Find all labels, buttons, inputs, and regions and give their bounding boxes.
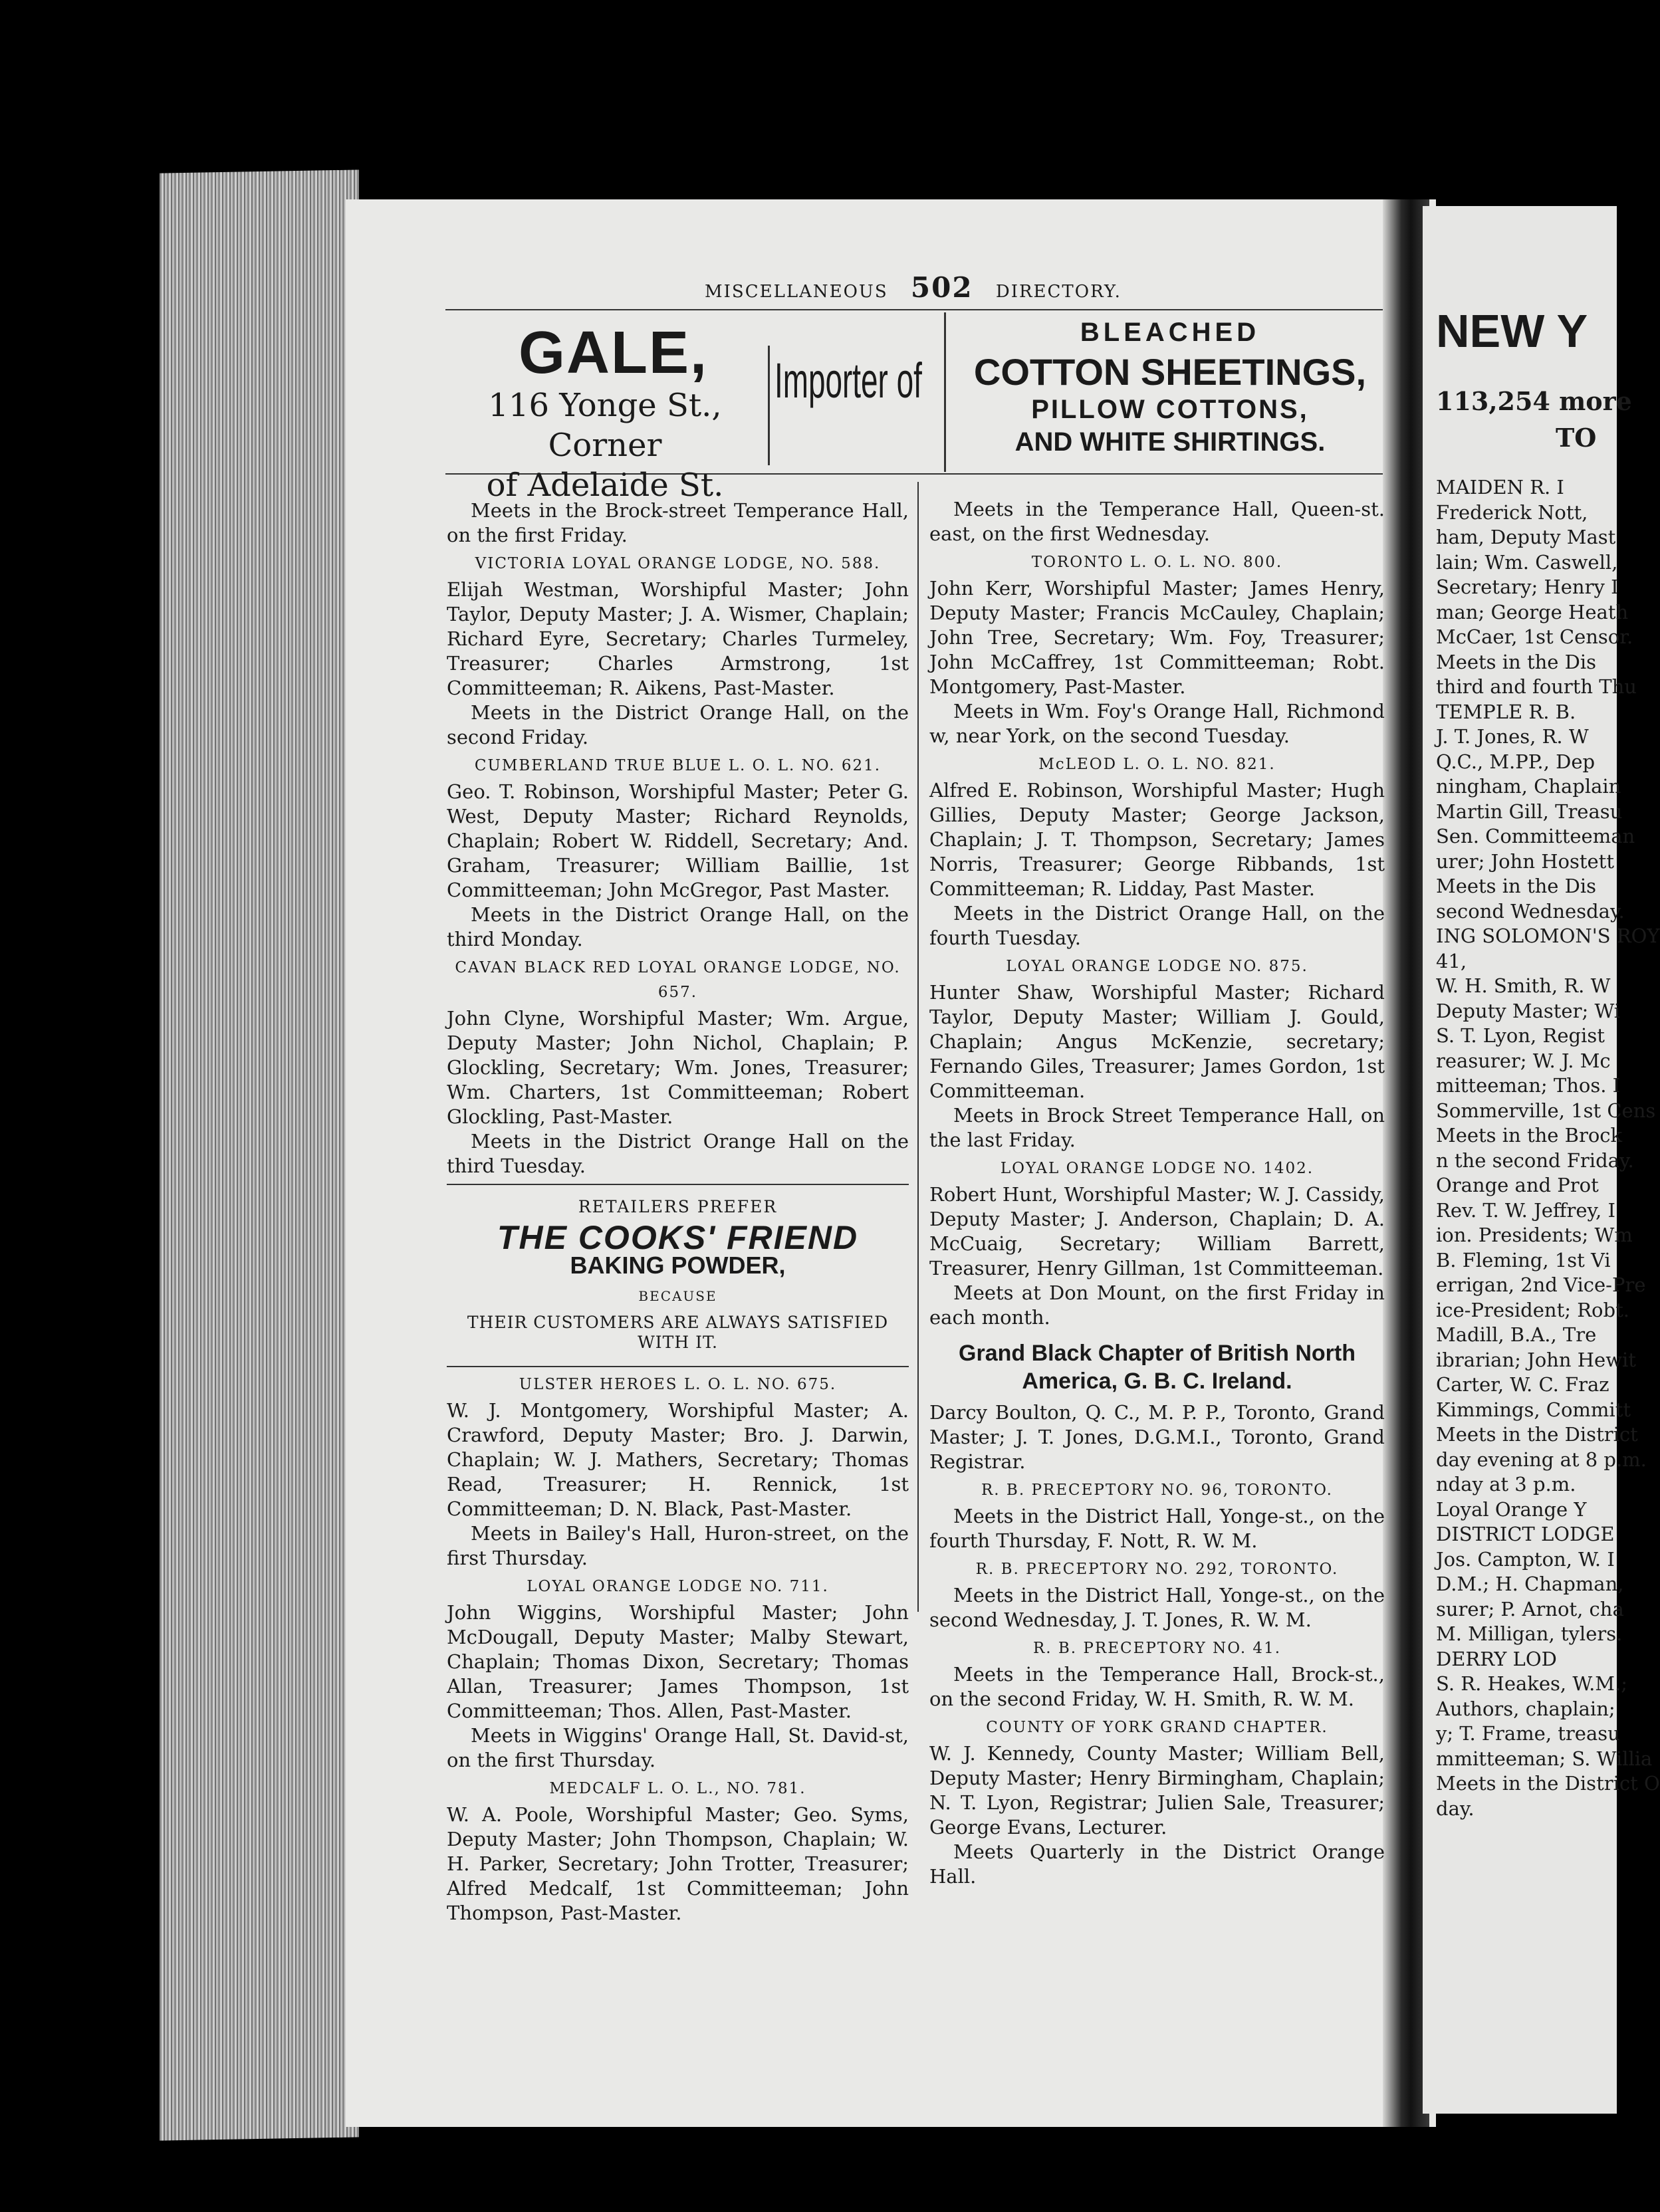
running-header <box>705 271 1122 304</box>
lodge-meeting: Meets at Don Mount, on the first Friday in each month. <box>929 1281 1385 1329</box>
lodge-heading: LOYAL ORANGE LODGE NO. 1402. <box>1000 1160 1314 1177</box>
adjacent-page-line: TO <box>1556 423 1597 453</box>
lodge-heading: CUMBERLAND TRUE BLUE L. O. L. NO. 621. <box>474 757 882 774</box>
lodge-officers: Robert Hunt, Worshipful Master; W. J. Cassidy, Deputy Master; J. Anderson, Chaplain; D. A. McCuaig, Secretary; William Barrett, Treasurer, Henry Gillman, 1st Committeeman. <box>929 1183 1385 1279</box>
adjacent-page-line: S. R. Heakes, W.M.; <box>1436 1672 1627 1695</box>
adjacent-page-line: Rev. T. W. Jeffrey, I <box>1436 1198 1615 1222</box>
bleached-line3: PILLOW COTTONS, <box>1031 395 1309 424</box>
adjacent-page-line: Meets in the Dis <box>1436 875 1597 897</box>
lodge-meeting: Meets in the Brock-street Temperance Hall, on the first Friday. <box>447 499 909 546</box>
lodge-meeting: Meets in the District Orange Hall on the third Tuesday. <box>447 1130 909 1177</box>
importer-of-text: Importer of <box>774 353 922 408</box>
adjacent-page-line: Sommerville, 1st Cens <box>1436 1099 1656 1122</box>
adjacent-page-line: Meets in the Dis <box>1436 650 1597 673</box>
preceptory-heading: R. B. PRECEPTORY NO. 41. <box>1032 1640 1282 1657</box>
adjacent-page-line: D.M.; H. Chapman, <box>1436 1573 1624 1595</box>
lodge-meeting: Meets in Wm. Foy's Orange Hall, Richmond w, near York, on the second Tuesday. <box>929 700 1385 747</box>
preceptory-heading: R. B. PRECEPTORY NO. 292, TORONTO. <box>975 1561 1339 1578</box>
adjacent-page-line: Jos. Campton, W. I <box>1436 1547 1615 1571</box>
cooks-ad-because: BECAUSE <box>638 1288 717 1304</box>
bleached-line2: COTTON SHEETINGS, <box>973 351 1367 393</box>
right-column <box>929 497 1385 1889</box>
adjacent-page-line: ice-President; Robt. <box>1436 1298 1629 1321</box>
adjacent-page-line: ham, Deputy Mast <box>1436 526 1616 548</box>
adjacent-page-line: 113,254 more <box>1436 386 1632 416</box>
adjacent-page-line: mitteeman; Thos. I <box>1436 1074 1621 1097</box>
adjacent-page-line: Secretary; Henry I <box>1436 576 1619 598</box>
chapter-meeting: Meets Quarterly in the District Orange Hall. <box>929 1840 1385 1888</box>
adjacent-page-line: man; George Heath <box>1436 600 1629 623</box>
left-column <box>447 498 909 1926</box>
cooks-ad-reason: THEIR CUSTOMERS ARE ALWAYS SATISFIED WITH IT. <box>467 1313 889 1352</box>
adjacent-page-line: W. H. Smith, R. W <box>1436 974 1611 997</box>
gale-address-line1: 116 Yonge St., Corner <box>488 387 722 464</box>
lodge-meeting: Meets in the District Orange Hall, on the fourth Tuesday. <box>929 902 1385 949</box>
gale-ad-name: GALE, <box>519 320 709 386</box>
lodge-heading: McLEOD L. O. L. NO. 821. <box>1038 756 1276 773</box>
adjacent-page-line: reasurer; W. J. Mc <box>1436 1049 1611 1072</box>
adjacent-page-line: errigan, 2nd Vice-Pre <box>1436 1273 1646 1296</box>
section-heading: Grand Black Chapter of British North America, G. B. C. Ireland. <box>959 1341 1356 1394</box>
adjacent-page-line: Deputy Master; Wi <box>1436 999 1621 1022</box>
adjacent-page-line: Q.C., M.PP., Dep <box>1436 750 1596 773</box>
preceptory-meeting: Meets in the Temperance Hall, Brock-st., on the second Friday, W. H. Smith, R. W. M. <box>929 1663 1385 1710</box>
lodge-officers: John Kerr, Worshipful Master; James Henry, Deputy Master; Francis McCauley, Chaplain; John Tree, Secretary; Wm. Foy, Treasurer; John McCaffrey, 1st Committeeman; Robt. Montgomery, Past-Master. <box>929 577 1385 698</box>
adjacent-page-line: MAIDEN R. I <box>1436 476 1564 498</box>
cooks-friend-ad <box>447 1194 909 1353</box>
ad-rule <box>447 1366 909 1367</box>
adjacent-page-line: DERRY LOD <box>1436 1647 1557 1670</box>
adjacent-page-line: ningham, Chaplain <box>1436 775 1621 798</box>
lodge-heading: CAVAN BLACK RED LOYAL ORANGE LODGE, NO. 657. <box>455 959 901 1001</box>
adjacent-page-line: B. Fleming, 1st Vi <box>1436 1248 1611 1272</box>
bleached-ad <box>951 318 1389 457</box>
adjacent-page-line: McCaer, 1st Censor. <box>1436 625 1633 648</box>
lodge-heading: VICTORIA LOYAL ORANGE LODGE, NO. 588. <box>475 555 881 572</box>
ad-divider-left <box>768 346 770 465</box>
lodge-meeting: Meets in Bailey's Hall, Huron-street, on the first Thursday. <box>447 1522 909 1569</box>
adjacent-page-line: NEW Y <box>1436 305 1588 357</box>
adjacent-page-line: nday at 3 p.m. <box>1436 1473 1576 1495</box>
header-left: MISCELLANEOUS <box>705 282 888 302</box>
preceptory-heading: R. B. PRECEPTORY NO. 96, TORONTO. <box>981 1482 1333 1499</box>
chapter-officers: W. J. Kennedy, County Master; William Bell, Deputy Master; Henry Birmingham, Chaplain; N. T. Lyon, Registrar; Julien Sale, Treasurer; George Evans, Lecturer. <box>929 1742 1385 1838</box>
lodge-officers: W. A. Poole, Worshipful Master; Geo. Syms, Deputy Master; John Thompson, Chaplain; W. H. Parker, Secretary; John Trotter, Treasurer; Alfred Medcalf, 1st Committeeman; John Thompson, Past-Master. <box>447 1803 909 1924</box>
adjacent-page-line: DISTRICT LODGE <box>1436 1523 1615 1545</box>
adjacent-page-line: surer; P. Arnot, cha <box>1436 1597 1624 1620</box>
ad-rule <box>447 1184 909 1185</box>
lodge-officers: W. J. Montgomery, Worshipful Master; A. Crawford, Deputy Master; Bro. J. Darwin, Chaplain; W. J. Mathers, Secretary; Thomas Read, Treasurer; H. Rennick, 1st Committeeman; D. N. Black, Past-Master. <box>447 1399 909 1520</box>
lodge-officers: Hunter Shaw, Worshipful Master; Richard Taylor, Deputy Master; William J. Gould, Chaplain; Angus McKenzie, secretary; Fernando Giles, Treasurer; James Gordon, 1st Committeeman. <box>929 981 1385 1102</box>
adjacent-page-line: Martin Gill, Treasu <box>1436 800 1623 823</box>
lodge-officers: John Clyne, Worshipful Master; Wm. Argue, Deputy Master; John Nichol, Chaplain; P. Glockling, Secretary; Wm. Jones, Treasurer; Wm. Charters, 1st Committeeman; Robert Glockling, Past-Master. <box>447 1007 909 1128</box>
adjacent-page-line: Kimmings, Committ <box>1436 1398 1631 1421</box>
chapter-heading: COUNTY OF YORK GRAND CHAPTER. <box>986 1719 1328 1736</box>
adjacent-page-line: Meets in the District O <box>1436 1772 1660 1795</box>
lodge-meeting: Meets in the District Orange Hall, on the second Friday. <box>447 701 909 748</box>
lodge-officers: Alfred E. Robinson, Worshipful Master; Hugh Gillies, Deputy Master; George Jackson, Chaplain; J. T. Thompson, Secretary; James Norris, Treasurer; George Ribbands, 1st Committeeman; R. Lidday, Past Master. <box>929 779 1385 900</box>
page-number: 502 <box>910 271 973 304</box>
gale-ad-address <box>445 386 765 505</box>
lodge-meeting: Meets in Wiggins' Orange Hall, St. David-st, on the first Thursday. <box>447 1724 909 1771</box>
gale-address-line2: of Adelaide St. <box>486 467 724 504</box>
lodge-heading: TORONTO L. O. L. NO. 800. <box>1031 554 1283 571</box>
adjacent-page-line: Meets in the Brock <box>1436 1124 1623 1147</box>
adjacent-page-line: Carter, W. C. Fraz <box>1436 1373 1609 1396</box>
adjacent-page-line: M. Milligan, tylers. <box>1436 1622 1623 1645</box>
adjacent-page-line: S. T. Lyon, Regist <box>1436 1024 1605 1047</box>
preceptory-meeting: Meets in the District Hall, Yonge-st., on the second Wednesday, J. T. Jones, R. W. M. <box>929 1584 1385 1631</box>
adjacent-page-line: Orange and Prot <box>1436 1174 1599 1196</box>
adjacent-page-line: urer; John Hostett <box>1436 849 1614 873</box>
lodge-heading: LOYAL ORANGE LODGE NO. 875. <box>1006 958 1308 975</box>
preceptory-meeting: Meets in the District Hall, Yonge-st., on the fourth Thursday, F. Nott, R. W. M. <box>929 1505 1385 1552</box>
adjacent-page-line: Sen. Committeeman <box>1436 825 1635 847</box>
adjacent-page-line: Authors, chaplain; <box>1436 1697 1615 1720</box>
adjacent-page-line: ion. Presidents; Wm <box>1436 1224 1633 1246</box>
cooks-ad-title: THE COOKS' FRIEND <box>497 1219 859 1256</box>
top-rule <box>445 309 1383 310</box>
lodge-meeting: Meets in the District Orange Hall, on the third Monday. <box>447 903 909 950</box>
column-divider <box>917 482 919 1612</box>
chapter-officers: Darcy Boulton, Q. C., M. P. P., Toronto, Grand Master; J. T. Jones, D.G.M.I., Toronto, Grand Registrar. <box>929 1401 1385 1473</box>
adjacent-page-line: lain; Wm. Caswell, <box>1436 550 1618 574</box>
lodge-heading: MEDCALF L. O. L., NO. 781. <box>549 1780 806 1797</box>
book-page-edges <box>160 169 359 2140</box>
lodge-officers: Elijah Westman, Worshipful Master; John Taylor, Deputy Master; J. A. Wismer, Chaplain; Richard Eyre, Secretary; Charles Turmeley, Treasurer; Charles Armstrong, 1st Committeeman; R. Aikens, Past-Master. <box>447 578 909 699</box>
header-right: DIRECTORY. <box>995 282 1122 302</box>
adjacent-page-line: day evening at 8 p.m. <box>1436 1448 1647 1471</box>
adjacent-page-line: TEMPLE R. B. <box>1436 700 1576 723</box>
adjacent-page-line: second Wednesday. <box>1436 899 1625 923</box>
lodge-heading: LOYAL ORANGE LODGE NO. 711. <box>527 1578 829 1595</box>
adjacent-page-line: ING SOLOMON'S ROY <box>1436 925 1660 947</box>
adjacent-page-line: mmitteeman; S. Willia <box>1436 1747 1653 1770</box>
adjacent-page-line: third and fourth Thu <box>1436 675 1637 698</box>
cooks-ad-line1: RETAILERS PREFER <box>578 1197 778 1216</box>
adjacent-page <box>1423 206 1660 2114</box>
ad-divider-right <box>944 312 946 472</box>
adjacent-page-line: n the second Friday. <box>1436 1149 1634 1172</box>
lodge-officers: Geo. T. Robinson, Worshipful Master; Peter G. West, Deputy Master; Richard Reynolds, Chaplain; Robert W. Riddell, Secretary; And. Graham, Treasurer; William Baillie, 1st Committeeman; John McGregor, Past Master. <box>447 780 909 901</box>
lodge-meeting: Meets in Brock Street Temperance Hall, on the last Friday. <box>929 1104 1385 1151</box>
adjacent-page-line: 41, <box>1436 949 1467 972</box>
adjacent-page-line: Loyal Orange Y <box>1436 1497 1587 1521</box>
adjacent-page-line: Madill, B.A., Tre <box>1436 1323 1597 1346</box>
cooks-ad-product: BAKING POWDER, <box>570 1252 786 1279</box>
adjacent-page-line: y; T. Frame, treasu <box>1436 1722 1620 1745</box>
adjacent-page-line: ibrarian; John Hewit <box>1436 1348 1636 1371</box>
adjacent-page-line: J. T. Jones, R. W <box>1436 725 1589 748</box>
lodge-meeting: Meets in the Temperance Hall, Queen-st. east, on the first Wednesday. <box>929 498 1385 545</box>
adjacent-page-line: day. <box>1436 1797 1475 1820</box>
adjacent-page-line: Meets in the District <box>1436 1423 1638 1446</box>
bleached-line4: AND WHITE SHIRTINGS. <box>1014 427 1326 457</box>
lodge-heading: ULSTER HEROES L. O. L. NO. 675. <box>519 1376 837 1393</box>
adjacent-page-line: Frederick Nott, <box>1436 500 1588 524</box>
lodge-officers: John Wiggins, Worshipful Master; John McDougall, Deputy Master; Malby Stewart, Chaplain; Thomas Dixon, Secretary; Thomas Allan, Treasurer; James Thompson, 1st Committeeman; Thos. Allen, Past-Master. <box>447 1601 909 1722</box>
bleached-line1: BLEACHED <box>1080 318 1260 347</box>
